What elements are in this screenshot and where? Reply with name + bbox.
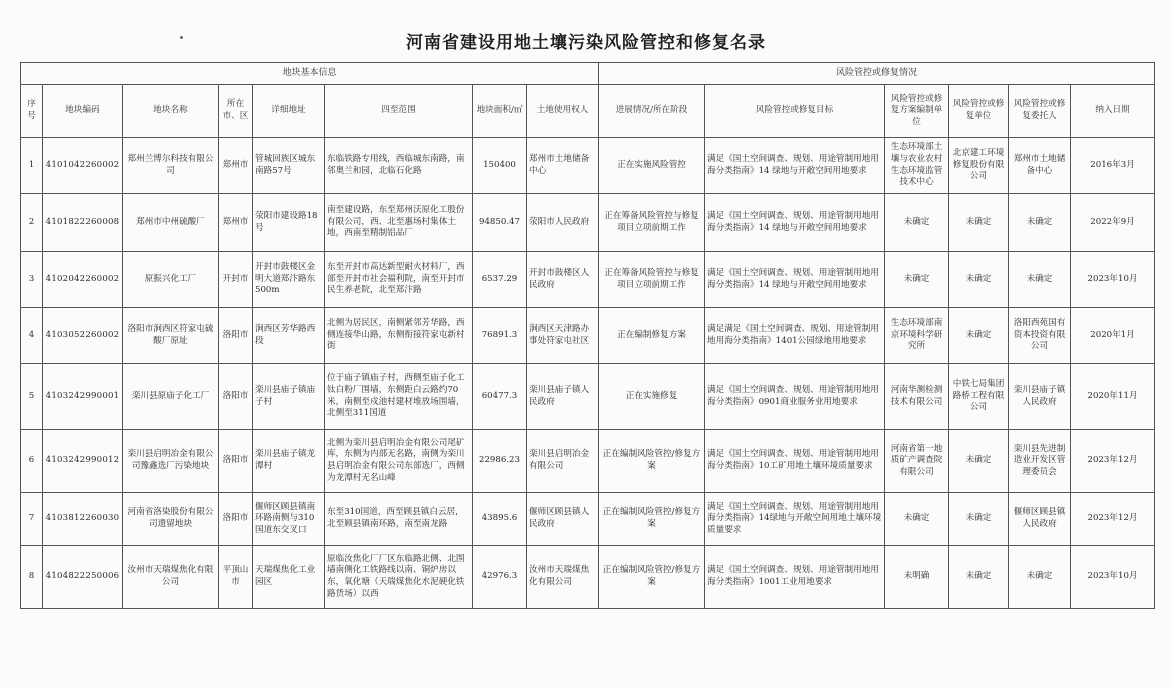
- cell-address: 管城回族区城东南路57号: [253, 138, 325, 194]
- cell-plan-unit: 河南省第一地质矿产调查院有限公司: [885, 430, 949, 493]
- cell-address: 开封市鼓楼区金明大道郑汴路东500m: [253, 252, 325, 308]
- cell-client: 栾川县庙子镇人民政府: [1009, 364, 1071, 430]
- cell-control-target: 满足《国土空间调查、规划、用途管制用地用海分类指南》14 绿地与开敞空间用地要求: [705, 138, 885, 194]
- cell-area: 6537.29: [473, 252, 527, 308]
- cell-land-owner: 荥阳市人民政府: [527, 194, 599, 252]
- column-header: 纳入日期: [1071, 85, 1155, 138]
- cell-plan-unit: 未明确: [885, 546, 949, 609]
- cell-boundary: 南至建设路，东至郑州沃原化工股份有限公司，西、北至惠场村集体土地，西南至精制铝品厂: [325, 194, 473, 252]
- cell-city: 平顶山市: [219, 546, 253, 609]
- column-header: 风险管控或修复方案编制单位: [885, 85, 949, 138]
- cell-land-owner: 栾川县启明冶金有限公司: [527, 430, 599, 493]
- cell-plan-unit: 生态环境部土壤与农业农村生态环境监管技术中心: [885, 138, 949, 194]
- cell-control-target: 满足《国土空间调查、规划、用途管制用地用海分类指南》14 绿地与开敞空间用地要求: [705, 252, 885, 308]
- cell-client: 偃师区顾县镇人民政府: [1009, 493, 1071, 546]
- cell-city: 洛阳市: [219, 493, 253, 546]
- column-header: 地块面积/㎡: [473, 85, 527, 138]
- cell-area: 43895.6: [473, 493, 527, 546]
- cell-city: 开封市: [219, 252, 253, 308]
- cell-boundary: 东至310国道，西至顾县镇白云居，北至顾县镇南环路，南至南龙路: [325, 493, 473, 546]
- column-header: 进展情况/所在阶段: [599, 85, 705, 138]
- cell-remediation-unit: 未确定: [949, 430, 1009, 493]
- cell-land-code: 4103812260030: [43, 493, 123, 546]
- table-row: [21, 493, 1155, 546]
- cell-progress: 正在筹备风险管控与修复项目立项前期工作: [599, 252, 705, 308]
- cell-remediation-unit: 未确定: [949, 308, 1009, 364]
- cell-row-number: 3: [21, 252, 43, 308]
- table-row: [21, 364, 1155, 430]
- cell-land-name: 栾川县原庙子化工厂: [123, 364, 219, 430]
- group-header-control: 风险管控或修复情况: [599, 63, 1155, 85]
- cell-boundary: 东至开封市高达新型耐火材料厂，西部至开封市社会福利院，南至开封市民生养老院，北至郑汴路: [325, 252, 473, 308]
- cell-row-number: 2: [21, 194, 43, 252]
- cell-progress: 正在筹备风险管控与修复项目立项前期工作: [599, 194, 705, 252]
- scan-speck: [180, 36, 183, 39]
- cell-plan-unit: 未确定: [885, 194, 949, 252]
- cell-area: 60477.3: [473, 364, 527, 430]
- cell-land-name: 郑州兰博尔科技有限公司: [123, 138, 219, 194]
- cell-progress: 正在实施风险管控: [599, 138, 705, 194]
- cell-remediation-unit: 北京建工环境修复股份有限公司: [949, 138, 1009, 194]
- cell-land-owner: 汝州市天瑞煤焦化有限公司: [527, 546, 599, 609]
- cell-city: 郑州市: [219, 194, 253, 252]
- cell-control-target: 满足《国土空间调查、规划、用途管制用地用海分类指南》0901商业服务业用地要求: [705, 364, 885, 430]
- cell-land-owner: 郑州市土地储备中心: [527, 138, 599, 194]
- cell-land-owner: 开封市鼓楼区人民政府: [527, 252, 599, 308]
- column-header: 详细地址: [253, 85, 325, 138]
- cell-area: 22986.23: [473, 430, 527, 493]
- cell-land-code: 4103242990012: [43, 430, 123, 493]
- table-row: [21, 546, 1155, 609]
- cell-inclusion-date: 2022年9月: [1071, 194, 1155, 252]
- group-header-basic: 地块基本信息: [21, 63, 599, 85]
- cell-city: 洛阳市: [219, 308, 253, 364]
- cell-client: 未确定: [1009, 252, 1071, 308]
- column-header: 四至范围: [325, 85, 473, 138]
- cell-land-name: 原振兴化工厂: [123, 252, 219, 308]
- cell-area: 42976.3: [473, 546, 527, 609]
- document-title: 河南省建设用地土壤污染风险管控和修复名录: [406, 33, 766, 53]
- cell-client: 洛阳西苑国有资本投资有限公司: [1009, 308, 1071, 364]
- cell-row-number: 1: [21, 138, 43, 194]
- cell-land-owner: 偃师区顾县镇人民政府: [527, 493, 599, 546]
- cell-progress: 正在编制风险管控/修复方案: [599, 430, 705, 493]
- column-header: 序号: [21, 85, 43, 138]
- column-header: 风险管控或修复目标: [705, 85, 885, 138]
- cell-land-name: 郑州市中州硫酸厂: [123, 194, 219, 252]
- table-row: [21, 138, 1155, 194]
- cell-land-code: 4103242990001: [43, 364, 123, 430]
- cell-land-owner: 栾川县庙子镇人民政府: [527, 364, 599, 430]
- cell-inclusion-date: 2023年10月: [1071, 546, 1155, 609]
- cell-boundary: 北侧为居民区，南侧紧邻芳华路，西侧连接华山路，东侧衔接符家屯新村街: [325, 308, 473, 364]
- cell-plan-unit: 未确定: [885, 493, 949, 546]
- cell-control-target: 满足满足《国土空间调查、规划、用途管制用地用海分类指南》1401公园绿地用地要求: [705, 308, 885, 364]
- cell-address: 栾川县庙子镇庙子村: [253, 364, 325, 430]
- cell-address: 荥阳市建设路18 号: [253, 194, 325, 252]
- cell-plan-unit: 河南华测检测技术有限公司: [885, 364, 949, 430]
- cell-remediation-unit: 未确定: [949, 493, 1009, 546]
- cell-progress: 正在编制修复方案: [599, 308, 705, 364]
- cell-progress: 正在编制风险管控/修复方案: [599, 546, 705, 609]
- cell-address: 偃师区顾县镇南环路南侧与310国道东交叉口: [253, 493, 325, 546]
- table-row: [21, 430, 1155, 493]
- cell-plan-unit: 未确定: [885, 252, 949, 308]
- cell-client: 郑州市土地储备中心: [1009, 138, 1071, 194]
- cell-control-target: 满足《国土空间调查、规划、用途管制用地用海分类指南》14绿地与开敞空间用地土壤环境质量要求: [705, 493, 885, 546]
- cell-city: 郑州市: [219, 138, 253, 194]
- cell-city: 洛阳市: [219, 430, 253, 493]
- cell-row-number: 8: [21, 546, 43, 609]
- cell-client: 未确定: [1009, 194, 1071, 252]
- cell-land-code: 4101042260002: [43, 138, 123, 194]
- cell-inclusion-date: 2016年3月: [1071, 138, 1155, 194]
- cell-row-number: 6: [21, 430, 43, 493]
- cell-row-number: 5: [21, 364, 43, 430]
- cell-address: 涧西区芳华路西段: [253, 308, 325, 364]
- column-header: 风险管控或修复委托人: [1009, 85, 1071, 138]
- cell-land-name: 洛阳市涧西区符家屯硫酸厂原址: [123, 308, 219, 364]
- cell-address: 天瑞煤焦化工业园区: [253, 546, 325, 609]
- cell-inclusion-date: 2020年11月: [1071, 364, 1155, 430]
- column-header: 所在市、区: [219, 85, 253, 138]
- cell-land-code: 4104822250006: [43, 546, 123, 609]
- cell-land-code: 4101822260008: [43, 194, 123, 252]
- cell-control-target: 满足《国土空间调查、规划、用途管制用地用海分类指南》1001工业用地要求: [705, 546, 885, 609]
- cell-inclusion-date: 2023年12月: [1071, 430, 1155, 493]
- cell-area: 94850.47: [473, 194, 527, 252]
- cell-plan-unit: 生态环境部南京环境科学研究所: [885, 308, 949, 364]
- cell-boundary: 东临铁路专用线，西临城东南路，南邻奥兰和园，北临石化路: [325, 138, 473, 194]
- cell-land-owner: 涧西区天津路办事处符家屯社区: [527, 308, 599, 364]
- cell-land-name: 河南省洛染股份有限公司遗留地块: [123, 493, 219, 546]
- cell-boundary: 北侧为栾川县启明冶金有限公司尾矿库，东侧为内部无名路，南侧为栾川县启明冶金有限公司东部选厂，西侧为龙潭村无名山峰: [325, 430, 473, 493]
- cell-boundary: 原临汝焦化厂厂区东临路北侧、北围墙南侧化工铁路线以南、铜炉房以东，氧化塘（天瑞煤焦化水泥硬化铁路货场）以西: [325, 546, 473, 609]
- cell-area: 76891.3: [473, 308, 527, 364]
- cell-remediation-unit: 未确定: [949, 194, 1009, 252]
- cell-land-name: 栾川县启明冶金有限公司豫鑫选厂污染地块: [123, 430, 219, 493]
- cell-row-number: 4: [21, 308, 43, 364]
- cell-remediation-unit: 未确定: [949, 546, 1009, 609]
- column-header: 地块编码: [43, 85, 123, 138]
- cell-land-code: 4103052260002: [43, 308, 123, 364]
- column-header: 风险管控或修复单位: [949, 85, 1009, 138]
- column-header: 地块名称: [123, 85, 219, 138]
- contaminated-land-table: [20, 62, 1155, 609]
- cell-inclusion-date: 2020年1月: [1071, 308, 1155, 364]
- table-row: [21, 252, 1155, 308]
- cell-remediation-unit: 未确定: [949, 252, 1009, 308]
- cell-progress: 正在编制风险管控/修复方案: [599, 493, 705, 546]
- cell-land-code: 4102042260002: [43, 252, 123, 308]
- cell-address: 栾川县庙子镇龙潭村: [253, 430, 325, 493]
- table-row: [21, 194, 1155, 252]
- cell-inclusion-date: 2023年10月: [1071, 252, 1155, 308]
- cell-inclusion-date: 2023年12月: [1071, 493, 1155, 546]
- cell-remediation-unit: 中铁七局集团路桥工程有限公司: [949, 364, 1009, 430]
- cell-boundary: 位于庙子镇庙子村，西侧至庙子化工钛白粉厂围墙，东侧距白云路约70米，南侧至戍池村建材堆放场围墙，北侧至311国道: [325, 364, 473, 430]
- cell-area: 150400: [473, 138, 527, 194]
- cell-control-target: 满足《国土空间调查、规划、用途管制用地用海分类指南》10工矿用地土壤环境质量要求: [705, 430, 885, 493]
- cell-land-name: 汝州市天瑞煤焦化有限公司: [123, 546, 219, 609]
- cell-client: 栾川县先进制造业开发区管理委员会: [1009, 430, 1071, 493]
- column-header: 土地使用权人: [527, 85, 599, 138]
- table-row: [21, 308, 1155, 364]
- cell-control-target: 满足《国土空间调查、规划、用途管制用地用海分类指南》14 绿地与开敞空间用地要求: [705, 194, 885, 252]
- cell-city: 洛阳市: [219, 364, 253, 430]
- cell-progress: 正在实施修复: [599, 364, 705, 430]
- cell-row-number: 7: [21, 493, 43, 546]
- cell-client: 未确定: [1009, 546, 1071, 609]
